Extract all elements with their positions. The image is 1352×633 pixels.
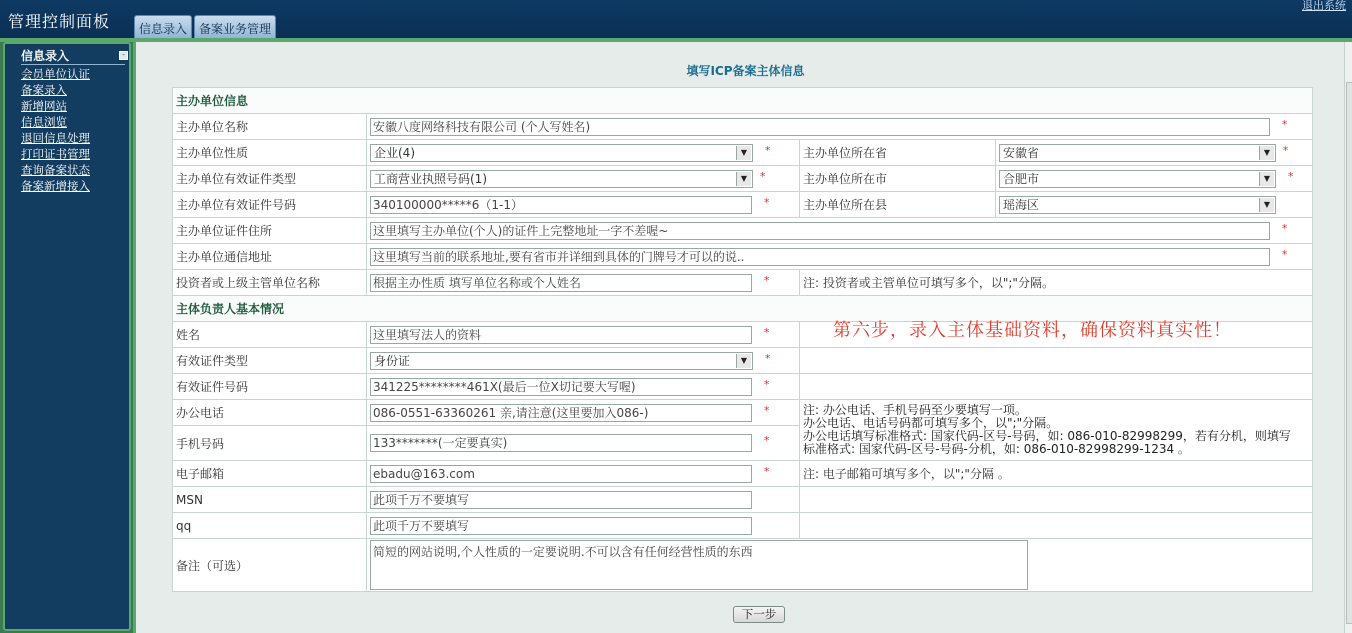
- label-cert-no: 主办单位有效证件号码: [173, 192, 367, 218]
- id-type-value: 身份证: [374, 353, 411, 368]
- label-org-county: 主办单位所在县: [800, 192, 996, 218]
- required-mark: *: [763, 434, 770, 447]
- sidebar-item-filing-entry[interactable]: 备案录入: [21, 83, 67, 97]
- next-step-button[interactable]: 下一步: [733, 606, 785, 623]
- label-org-name: 主办单位名称: [173, 114, 367, 140]
- org-city-value: 合肥市: [1003, 171, 1040, 186]
- required-mark: *: [1281, 117, 1288, 131]
- dropdown-arrow-icon[interactable]: ▼: [736, 172, 751, 186]
- main-panel: [133, 42, 1352, 633]
- collapse-icon[interactable]: -: [119, 51, 128, 60]
- investor-note: 注: 投资者或主管单位可填写多个，以";"分隔。: [800, 270, 1313, 296]
- remark-textarea[interactable]: [370, 540, 1028, 590]
- required-mark: *: [764, 143, 771, 157]
- scrollbar-thumb[interactable]: [1346, 82, 1352, 624]
- investor-input[interactable]: 根据主办性质 填写单位名称或个人姓名: [370, 274, 752, 292]
- main-tabs: [134, 15, 276, 39]
- required-mark: *: [763, 403, 770, 417]
- label-msn: MSN: [173, 487, 367, 513]
- dropdown-arrow-icon[interactable]: ▼: [1259, 146, 1274, 160]
- phone-notes: [800, 400, 1313, 461]
- required-mark: *: [763, 377, 770, 391]
- qq-input[interactable]: 此项千万不要填写: [370, 517, 752, 535]
- org-name-input[interactable]: 安徽八度网络科技有限公司 (个人写姓名): [370, 118, 1270, 136]
- label-org-type: 主办单位性质: [173, 140, 367, 166]
- top-bar: [0, 0, 1352, 38]
- label-id-type: 有效证件类型: [173, 348, 367, 374]
- office-phone-input[interactable]: 086-0551-63360261 亲,请注意(这里要加入086-): [370, 404, 752, 422]
- app-title: 管理控制面板: [8, 12, 111, 31]
- label-cert-type: 主办单位有效证件类型: [173, 166, 367, 192]
- label-org-city: 主办单位所在市: [800, 166, 996, 192]
- id-no-input[interactable]: 341225********461X(最后一位X切记要大写喔): [370, 378, 752, 396]
- name-input[interactable]: 这里填写法人的资料: [370, 326, 752, 344]
- phone-note-line: 办公电话填写标准格式: 国家代码-区号-号码，如: 086-010-82998299，若有分机，则填写: [803, 429, 1291, 443]
- sidebar-header: 信息录入: [21, 49, 70, 63]
- dropdown-arrow-icon[interactable]: ▼: [1259, 198, 1274, 212]
- cert-address-input[interactable]: 这里填写主办单位(个人)的证件上完整地址一字不差喔~: [370, 222, 1270, 240]
- section-sponsor: 主办单位信息: [173, 88, 1313, 114]
- required-mark: *: [764, 351, 771, 365]
- sidebar-item-returned-info[interactable]: 退回信息处理: [21, 131, 90, 145]
- sidebar-menu: [21, 66, 90, 194]
- required-mark: *: [1281, 247, 1288, 261]
- empty-cell: [800, 348, 1313, 374]
- tab-filing-management[interactable]: 备案业务管理: [194, 15, 276, 39]
- tab-info-entry[interactable]: 信息录入: [134, 15, 192, 39]
- dropdown-arrow-icon[interactable]: ▼: [736, 354, 751, 368]
- phone-note-line: 注: 办公电话、手机号码至少要填写一项。: [803, 403, 1027, 417]
- org-province-select[interactable]: [999, 144, 1276, 162]
- mail-address-input[interactable]: 这里填写当前的联系地址,要有省市并详细到具体的门牌号才可以的说..: [370, 248, 1270, 266]
- sidebar-item-print-certificate[interactable]: 打印证书管理: [21, 147, 90, 161]
- msn-input[interactable]: 此项千万不要填写: [370, 491, 752, 509]
- sidebar-item-add-website[interactable]: 新增网站: [21, 99, 67, 113]
- dropdown-arrow-icon[interactable]: ▼: [1259, 172, 1274, 186]
- label-mobile: 手机号码: [173, 426, 367, 461]
- required-mark: *: [759, 169, 766, 183]
- label-qq: qq: [173, 513, 367, 539]
- mobile-input[interactable]: 133*******(一定要真实): [370, 434, 752, 452]
- label-org-province: 主办单位所在省: [800, 140, 996, 166]
- sidebar-item-query-status[interactable]: 查询备案状态: [21, 163, 90, 177]
- required-mark: *: [763, 464, 770, 478]
- required-mark: *: [763, 273, 770, 287]
- label-id-no: 有效证件号码: [173, 374, 367, 400]
- org-city-select[interactable]: [999, 170, 1276, 188]
- org-type-value: 企业(4): [374, 145, 415, 160]
- required-mark: *: [763, 325, 770, 339]
- dropdown-arrow-icon[interactable]: ▼: [736, 146, 751, 160]
- sidebar-item-member-auth[interactable]: 会员单位认证: [21, 67, 90, 81]
- org-province-value: 安徽省: [1003, 145, 1040, 160]
- remark-text: 简短的网站说明,个人性质的一定要说明.不可以含有任何经营性质的东西: [373, 545, 753, 559]
- phone-note-line: 标准格式: 国家代码-区号-号码-分机，如: 086-010-82998299-1234 。: [803, 442, 1190, 456]
- sidebar-item-browse-info[interactable]: 信息浏览: [21, 115, 67, 129]
- phone-note-line: 办公电话、电话号码都可填写多个，以";"分隔。: [803, 416, 1059, 430]
- required-mark: *: [763, 195, 770, 209]
- sidebar-divider: [21, 64, 125, 65]
- form-title: 填写ICP备案主体信息: [686, 64, 805, 78]
- label-cert-address: 主办单位证件住所: [173, 218, 367, 244]
- email-input[interactable]: ebadu@163.com: [370, 465, 752, 483]
- cert-type-select[interactable]: [370, 170, 753, 188]
- section-owner: 主体负责人基本情况: [173, 296, 1313, 322]
- label-investor: 投资者或上级主管单位名称: [173, 270, 367, 296]
- empty-cell: [800, 513, 1313, 539]
- label-office-phone: 办公电话: [173, 400, 367, 426]
- org-county-value: 瑶海区: [1003, 197, 1040, 212]
- label-mail-address: 主办单位通信地址: [173, 244, 367, 270]
- step-instruction: 第六步，录入主体基础资料，确保资料真实性！: [833, 320, 1232, 341]
- sidebar: [3, 42, 131, 631]
- email-note: 注: 电子邮箱可填写多个，以";"分隔 。: [800, 461, 1313, 487]
- label-email: 电子邮箱: [173, 461, 367, 487]
- required-mark: *: [1287, 169, 1294, 183]
- vertical-scrollbar[interactable]: [1344, 42, 1352, 633]
- logout-link[interactable]: 退出系统: [1302, 0, 1346, 12]
- id-type-select[interactable]: [370, 352, 753, 370]
- required-mark: *: [1281, 221, 1288, 235]
- cert-type-value: 工商营业执照号码(1): [374, 171, 487, 186]
- label-name: 姓名: [173, 322, 367, 348]
- sidebar-item-add-access[interactable]: 备案新增接入: [21, 179, 90, 193]
- org-type-select[interactable]: [370, 144, 753, 162]
- empty-cell: [800, 487, 1313, 513]
- org-county-select[interactable]: [999, 196, 1276, 214]
- required-mark: *: [1282, 143, 1289, 157]
- label-remark: 备注（可选）: [173, 539, 367, 592]
- cert-no-input[interactable]: 340100000*****6（1-1）: [370, 196, 752, 214]
- empty-cell: [800, 374, 1313, 400]
